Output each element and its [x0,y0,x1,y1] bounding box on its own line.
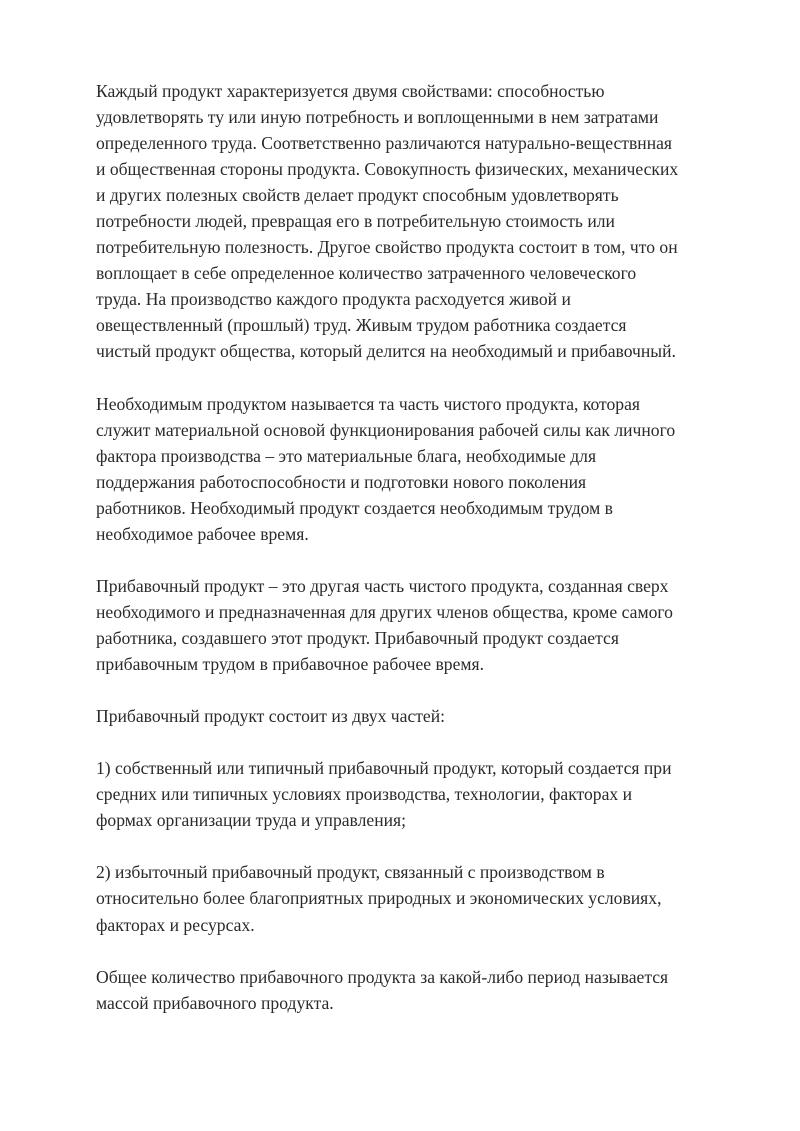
text-line: работников. Необходимый продукт создается необходимым трудом в [96,497,613,518]
text-line: и других полезных свойств делает продукт способным удовлетворять [96,185,619,206]
list-item-2 [96,859,736,937]
text-line: труда. На производство каждого продукта расходуется живой и [96,289,571,310]
text-line: Прибавочный продукт состоит из двух частей: [96,706,446,727]
paragraph-product-properties [96,78,736,365]
paragraph-surplus-product [96,573,736,677]
text-line: 1) собственный или типичный прибавочный продукт, который создается при [96,758,672,779]
text-line: средних или типичных условиях производства, технологии, факторах и [96,784,633,805]
text-line: относительно более благоприятных природных и экономических условиях, [96,888,662,909]
text-line: фактора производства – это материальные блага, необходимые для [96,445,597,466]
paragraph-surplus-parts-intro [96,703,736,729]
document-page [96,78,736,1042]
text-line: удовлетворять ту или иную потребность и воплощенными в нем затратами [96,107,659,128]
text-line: массой прибавочного продукта. [96,992,334,1013]
text-line: служит материальной основой функционирования рабочей силы как личного [96,419,676,440]
text-line: потребительную полезность. Другое свойство продукта состоит в том, что он [96,237,678,258]
text-line: овеществленный (прошлый) труд. Живым трудом работника создается [96,315,627,336]
text-line: необходимого и предназначенная для других членов общества, кроме самого [96,601,673,622]
text-line: прибавочным трудом в прибавочное рабочее время. [96,654,485,675]
text-line: потребности людей, превращая его в потребительную стоимость или [96,211,615,232]
text-line: чистый продукт общества, который делится на необходимый и прибавочный. [96,341,676,362]
text-line: 2) избыточный прибавочный продукт, связанный с производством в [96,862,605,883]
text-line: Общее количество прибавочного продукта за какой-либо период называется [96,966,669,987]
text-line: работника, создавшего этот продукт. Прибавочный продукт создается [96,627,619,648]
text-line: формах организации труда и управления; [96,810,407,831]
paragraph-necessary-product [96,391,736,547]
text-line: необходимое рабочее время. [96,523,309,544]
text-line: Каждый продукт характеризуется двумя свойствами: способностью [96,81,605,101]
text-line: и общественная стороны продукта. Совокупность физических, механических [96,159,679,180]
text-line: Необходимым продуктом называется та часть чистого продукта, которая [96,393,641,414]
paragraph-surplus-mass [96,964,736,1016]
text-line: поддержания работоспособности и подготовки нового поколения [96,471,587,492]
list-item-1 [96,755,736,833]
text-line: Прибавочный продукт – это другая часть чистого продукта, созданная сверх [96,575,669,596]
text-line: воплощает в себе определенное количество затраченного человеческого [96,263,637,284]
text-line: факторах и ресурсах. [96,914,255,935]
text-line: определенного труда. Соответственно различаются натурально-веществнная [96,133,673,154]
